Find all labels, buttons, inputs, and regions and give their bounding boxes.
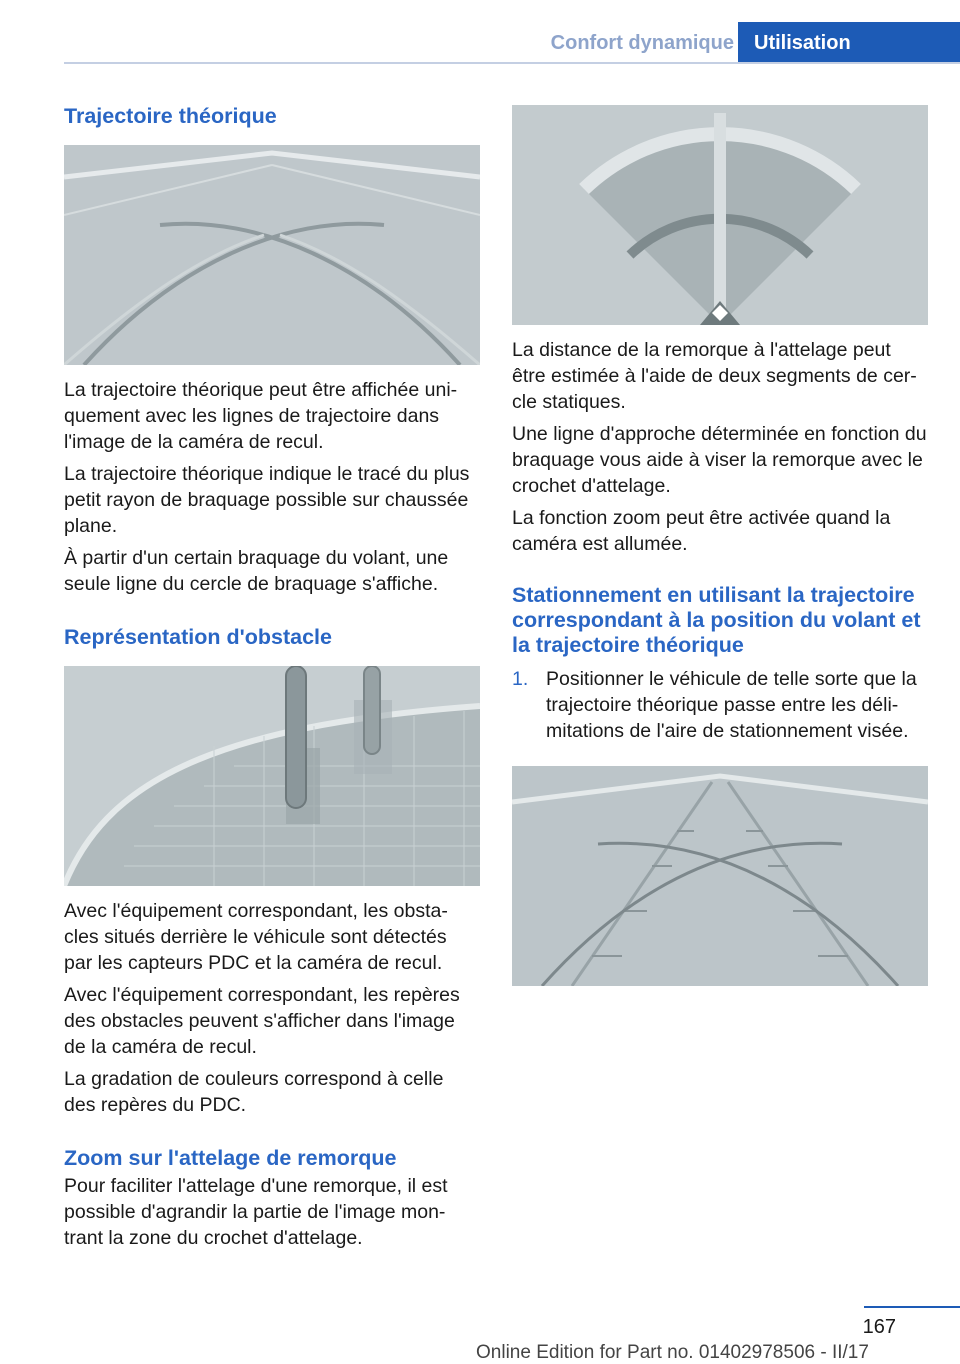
heading-parking: Stationnement en utilisant la trajectoire correspondant à la position du volant et la trajectoire théorique xyxy=(512,583,921,657)
section-tab[interactable]: Confort dynamique xyxy=(550,32,734,54)
heading-theoretical-path: Trajectoire théorique xyxy=(64,104,277,128)
paragraph: Avec l'équipement correspondant, les repères des obstacles peuvent s'afficher dans l'image de la caméra de recul. xyxy=(64,984,460,1058)
page-number: 167 xyxy=(862,1316,896,1338)
figure-parking-path xyxy=(512,766,928,986)
figure-trailer-zoom xyxy=(512,105,928,325)
footer-rule xyxy=(864,1306,960,1308)
paragraph: La trajectoire théorique peut être affichée uni-quement avec les lignes de trajectoire dans l'image de la caméra de recul. xyxy=(64,379,458,453)
edition-label: Online Edition for Part no. 01402978506 - II/17 xyxy=(476,1342,869,1363)
paragraph: Pour faciliter l'attelage d'une remorque, il est possible d'agrandir la partie de l'image mon-trant la zone du crochet d'attelage. xyxy=(64,1175,448,1249)
figure-theoretical-path xyxy=(64,145,480,365)
paragraph: La trajectoire théorique indique le tracé du plus petit rayon de braquage possible sur chaussée plane. xyxy=(64,463,470,537)
step-number: 1. xyxy=(512,668,529,690)
header-rule xyxy=(64,62,960,64)
paragraph: La fonction zoom peut être activée quand la caméra est allumée. xyxy=(512,507,891,555)
heading-trailer-zoom: Zoom sur l'attelage de remorque xyxy=(64,1146,397,1170)
figure-obstacle-display xyxy=(64,666,480,886)
paragraph: Une ligne d'approche déterminée en fonction du braquage vous aide à viser la remorque avec le crochet d'attelage. xyxy=(512,423,927,497)
list-item xyxy=(512,666,928,744)
heading-obstacle-display: Représentation d'obstacle xyxy=(64,625,332,649)
paragraph: La gradation de couleurs correspond à celle des repères du PDC. xyxy=(64,1068,444,1116)
right-column xyxy=(512,105,928,986)
chapter-tab[interactable]: Utilisation xyxy=(738,22,960,62)
paragraph: À partir d'un certain braquage du volant, une seule ligne du cercle de braquage s'affiche. xyxy=(64,547,449,595)
paragraph: La distance de la remorque à l'attelage peut être estimée à l'aide de deux segments de cer-cle statiques. xyxy=(512,339,917,413)
paragraph: Avec l'équipement correspondant, les obsta-cles situés derrière le véhicule sont détectés par les capteurs PDC et la caméra de recul. xyxy=(64,900,448,974)
left-column xyxy=(64,100,480,1251)
step-text: Positionner le véhicule de telle sorte que la trajectoire théorique passe entre les déli-mitations de l'aire de stationnement visée. xyxy=(546,668,917,742)
